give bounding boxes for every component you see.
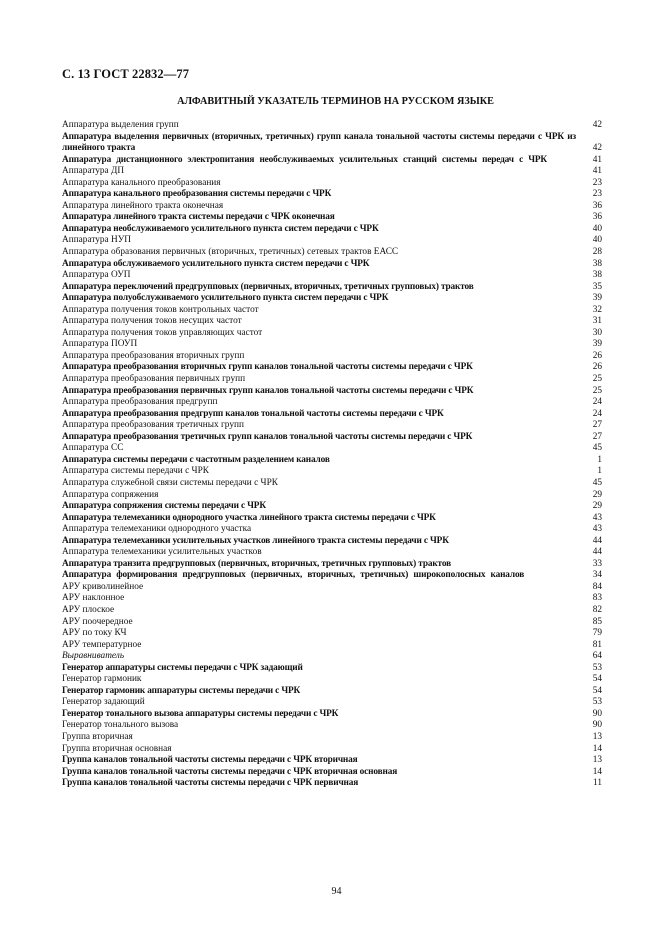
index-page-ref: 45: [592, 443, 602, 454]
index-term: Аппаратура необслуживаемого усилительного пункта систем передачи с ЧРК: [62, 223, 379, 234]
index-term: Аппаратура выделения первичных (вторичных, третичных) групп канала тональной частоты системы передачи с ЧРК из линейного тракта: [62, 131, 576, 154]
index-term: АРУ наклонное: [62, 593, 125, 604]
index-term: Аппаратура выделения групп: [62, 120, 179, 130]
index-entry: [62, 720, 602, 732]
index-entry: [62, 235, 602, 247]
index-term: Аппаратура получения токов контрольных частот: [62, 304, 259, 315]
index-page-ref: 40: [592, 235, 602, 246]
index-term: Аппаратура системы передачи с ЧРК: [62, 466, 209, 477]
index-entry: [62, 270, 602, 282]
index-term: Аппаратура преобразования вторичных групп каналов тональной частоты системы передачи с ЧРК: [62, 362, 473, 373]
index-page-ref: 42: [592, 120, 602, 130]
index-entry: [62, 501, 602, 513]
index-term: Генератор задающий: [62, 697, 145, 708]
index-page-ref: 28: [592, 247, 602, 258]
index-entry: [62, 593, 602, 605]
index-entry: [62, 282, 602, 294]
index-term: Генератор гармоник аппаратуры системы передачи с ЧРК: [62, 685, 301, 696]
index-entry: [62, 155, 602, 167]
index-page-ref: 34: [592, 570, 602, 581]
index-term: Аппаратура преобразования третичных групп: [62, 420, 244, 431]
index-term: Группа вторичная основная: [62, 743, 172, 754]
index-page-ref: 90: [592, 708, 602, 719]
index-page-ref: 36: [592, 200, 602, 211]
index-page-ref: 81: [592, 639, 602, 650]
index-term: Аппаратура телемеханики усилительных участков: [62, 547, 262, 558]
index-page-ref: 90: [592, 720, 602, 731]
index-term: Генератор тонального вызова аппаратуры системы передачи с ЧРК: [62, 708, 339, 719]
index-page-ref: 32: [592, 304, 602, 315]
index-term: Аппаратура преобразования предгрупп каналов тональной частоты системы передачи с ЧРК: [62, 408, 444, 419]
index-page-ref: 25: [592, 385, 602, 396]
index-term: Аппаратура телемеханики однородного участка линейного тракта системы передачи с ЧРК: [62, 512, 436, 523]
index-page-ref: 45: [592, 477, 602, 488]
index-page-ref: 38: [592, 270, 602, 281]
index-term: Аппаратура переключений предгрупповых (первичных, вторичных, третичных групповых) трактов: [62, 281, 474, 292]
index-page-ref: 44: [592, 535, 602, 546]
index-entry: [62, 397, 602, 409]
index-page-ref: 13: [592, 755, 602, 766]
index-term: Аппаратура преобразования предгрупп: [62, 397, 218, 408]
index-term: Аппаратура дистанционного электропитания необслуживаемых усилительных станций системы передач с ЧРК: [62, 154, 548, 165]
index-page-ref: 1: [597, 466, 602, 477]
index-page-ref: 39: [592, 339, 602, 350]
index-page-ref: 64: [592, 651, 602, 662]
index-term: Аппаратура телемеханики однородного участка: [62, 524, 252, 535]
index-page-ref: 42: [592, 143, 602, 154]
index-page-ref: 26: [592, 362, 602, 373]
index-entry: [62, 640, 602, 652]
index-entry: [62, 166, 602, 178]
index-page-ref: 29: [592, 489, 602, 500]
index-entry: [62, 605, 602, 617]
index-page-ref: 14: [592, 766, 602, 777]
index-page-ref: 11: [593, 778, 602, 789]
index-entry: [62, 339, 602, 351]
index-page-ref: 1: [597, 454, 602, 465]
section-title: АЛФАВИТНЫЙ УКАЗАТЕЛЬ ТЕРМИНОВ НА РУССКОМ ЯЗЫКЕ: [177, 96, 494, 107]
index-entry: [62, 686, 602, 698]
index-entry: [62, 513, 602, 525]
index-page-ref: 31: [592, 316, 602, 327]
index-page-ref: 84: [592, 581, 602, 592]
index-entry: [62, 328, 602, 340]
index-entry: [62, 478, 602, 490]
index-term: Аппаратура преобразования первичных групп каналов тональной частоты системы передачи с ЧРК: [62, 385, 474, 396]
index-term: Аппаратура преобразования вторичных групп: [62, 350, 245, 361]
index-entry: [62, 744, 602, 756]
index-term: Аппаратура сопряжения системы передачи с ЧРК: [62, 501, 266, 512]
index-term: Аппаратура получения токов управляющих частот: [62, 327, 263, 338]
index-page-ref: 40: [592, 223, 602, 234]
index-term: Генератор аппаратуры системы передачи с ЧРК задающий: [62, 662, 303, 673]
index-page-ref: 39: [592, 293, 602, 304]
index-term: Группа каналов тональной частоты системы передачи с ЧРК первичная: [62, 778, 359, 789]
index-term: АРУ криволинейное: [62, 581, 144, 592]
index-term: Аппаратура телемеханики усилительных участков линейного тракта системы передачи с ЧРК: [62, 535, 449, 546]
index-entry: [62, 316, 602, 328]
index-page-ref: 53: [592, 697, 602, 708]
index-entry: [62, 709, 602, 721]
index-term: Аппаратура ДП: [62, 166, 125, 177]
index-page-ref: 13: [592, 731, 602, 742]
index-entry: [62, 259, 602, 271]
index-entry: [62, 201, 602, 213]
index-term: Аппаратура линейного тракта системы передачи с ЧРК оконечная: [62, 212, 335, 223]
index-page-ref: 33: [592, 558, 602, 569]
index-term: Аппаратура образования первичных (вторичных, третичных) сетевых трактов ЕАСС: [62, 247, 399, 258]
index-entry: [62, 386, 602, 398]
index-entry: [62, 617, 602, 629]
index-term: Аппаратура транзита предгрупповых (первичных, вторичных, третичных групповых) трактов: [62, 558, 451, 569]
index-entry: [62, 293, 602, 305]
index-term: Генератор гармоник: [62, 674, 142, 685]
index-entry: [62, 559, 602, 571]
index-page-ref: 14: [592, 743, 602, 754]
index-entry: [62, 351, 602, 363]
index-page-ref: 53: [592, 662, 602, 673]
index-page-ref: 83: [592, 593, 602, 604]
index-page-ref: 38: [592, 258, 602, 269]
index-entry: [62, 247, 602, 259]
index-term: Группа каналов тональной частоты системы передачи с ЧРК вторичная: [62, 755, 358, 766]
index-page-ref: 85: [592, 616, 602, 627]
index-page-ref: 25: [592, 374, 602, 385]
index-entry: [62, 697, 602, 709]
index-entry: [62, 490, 602, 502]
index-entry: [62, 362, 602, 374]
index-term: Аппаратура преобразования первичных групп: [62, 374, 246, 385]
index-page-ref: 41: [592, 166, 602, 177]
page-header: С. 13 ГОСТ 22832—77: [62, 67, 190, 81]
index-entry: [62, 120, 602, 132]
index-page-ref: 41: [592, 154, 602, 165]
index-page-ref: 54: [592, 674, 602, 685]
index-entry: [62, 374, 602, 386]
index-entry: [62, 582, 602, 594]
index-term: АРУ по току КЧ: [62, 628, 127, 639]
index-entry: [62, 732, 602, 744]
index-entry: [62, 524, 602, 536]
index-term: Аппаратура ПОУП: [62, 339, 138, 350]
index-page-ref: 29: [592, 501, 602, 512]
index-term: Аппаратура СС: [62, 443, 124, 454]
index-entry: [62, 767, 602, 779]
index-term: Аппаратура преобразования третичных групп каналов тональной частоты системы передачи с ЧРК: [62, 431, 473, 442]
index-page-ref: 43: [592, 524, 602, 535]
index-term: Аппаратура канального преобразования системы передачи с ЧРК: [62, 189, 332, 200]
index-entry: [62, 178, 602, 190]
index-page-ref: 36: [592, 212, 602, 223]
index-entry: [62, 189, 602, 201]
term-index-list: [62, 120, 602, 790]
index-entry: [62, 570, 602, 582]
page-number: 94: [331, 886, 342, 897]
index-page-ref: 30: [592, 327, 602, 338]
index-page-ref: 79: [592, 628, 602, 639]
index-page-ref: 82: [592, 604, 602, 615]
index-term: Выравниватель: [62, 651, 125, 662]
index-term: Генератор тонального вызова: [62, 720, 179, 731]
index-entry: [62, 455, 602, 467]
index-page-ref: 43: [592, 512, 602, 523]
index-page-ref: 27: [592, 431, 602, 442]
index-entry: [62, 778, 602, 790]
index-page-ref: 23: [592, 177, 602, 188]
index-term: АРУ поочередное: [62, 616, 133, 627]
index-term: Аппаратура полуобслуживаемого усилительного пункта систем передачи с ЧРК: [62, 293, 389, 304]
index-entry: [62, 466, 602, 478]
index-page-ref: 24: [592, 397, 602, 408]
index-entry: [62, 443, 602, 455]
index-entry: [62, 536, 602, 548]
index-term: АРУ плоское: [62, 604, 115, 615]
index-entry: [62, 432, 602, 444]
index-page-ref: 35: [592, 281, 602, 292]
index-page-ref: 54: [592, 685, 602, 696]
index-entry: [62, 547, 602, 559]
index-page-ref: 26: [592, 350, 602, 361]
index-entry: [62, 674, 602, 686]
index-entry: [62, 628, 602, 640]
index-entry: [62, 420, 602, 432]
index-page-ref: 27: [592, 420, 602, 431]
index-term: Аппаратура ОУП: [62, 270, 131, 281]
index-entry: [62, 651, 602, 663]
index-term: Аппаратура канального преобразования: [62, 177, 221, 188]
index-entry: [62, 212, 602, 224]
index-page-ref: 24: [592, 408, 602, 419]
index-term: Аппаратура НУП: [62, 235, 132, 246]
index-term: Аппаратура линейного тракта оконечная: [62, 200, 224, 211]
index-page-ref: 44: [592, 547, 602, 558]
index-entry: [62, 663, 602, 675]
index-entry: [62, 305, 602, 317]
index-term: Аппаратура служебной связи системы передачи с ЧРК: [62, 477, 278, 488]
index-entry: [62, 409, 602, 421]
index-term: Аппаратура формирования предгрупповых (первичных, вторичных, третичных) широкополосных каналов: [62, 570, 525, 581]
index-page-ref: 23: [592, 189, 602, 200]
index-term: Аппаратура системы передачи с частотным разделением каналов: [62, 454, 330, 465]
index-entry: [62, 224, 602, 236]
index-term: Аппаратура получения токов несущих частот: [62, 316, 242, 327]
index-term: АРУ температурное: [62, 639, 142, 650]
index-term: Аппаратура сопряжения: [62, 489, 159, 500]
index-term: Аппаратура обслуживаемого усилительного пункта систем передачи с ЧРК: [62, 258, 370, 269]
index-entry: [62, 755, 602, 767]
index-term: Группа каналов тональной частоты системы передачи с ЧРК вторичная основная: [62, 766, 398, 777]
index-term: Группа вторичная: [62, 731, 133, 742]
index-entry: [62, 132, 602, 155]
